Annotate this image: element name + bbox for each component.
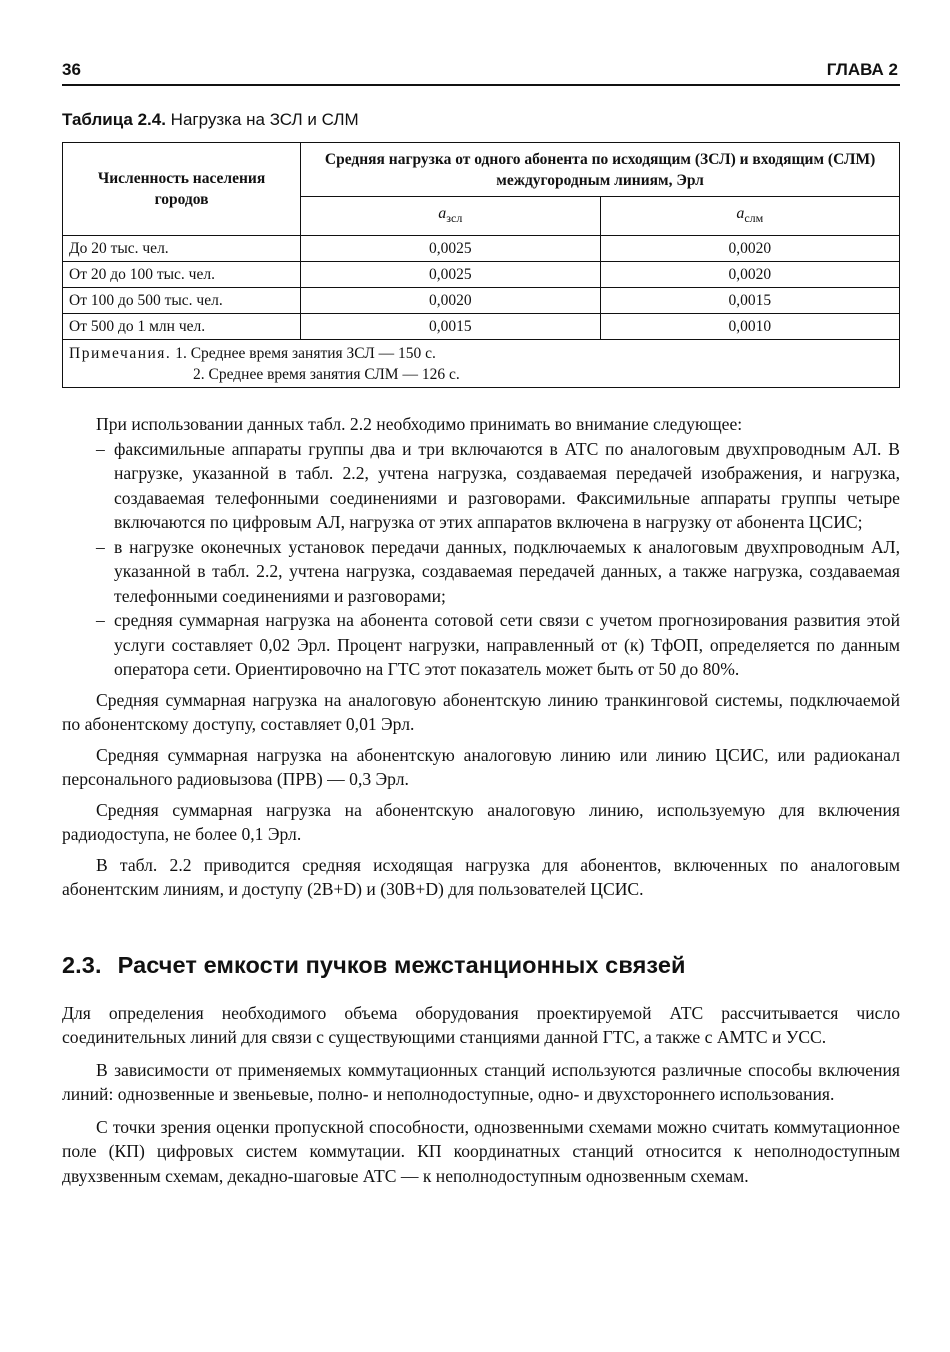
a-zsl-index: зсл — [446, 211, 463, 226]
a-slm-index: слм — [744, 211, 764, 226]
list-item-text: средняя суммарная нагрузка на абонента сотовой сети связи с учетом прогнозирования развития этой услуги составляет 0,02 Эрл. Процент нагрузки, направленный от (к) ТфОП, определяется по данным оператора сети. Ориентировочно на ГТС этот показатель может быть от 50 до 80%. — [114, 610, 900, 679]
paragraph: С точки зрения оценки пропускной способности, однозвенными схемами можно считать коммутационное поле (КП) цифровых систем коммутации. КП координатных станций относится к неполнодоступным двухзвенным схемам, декадно-шаговые АТС — к неполнодоступным однозвенным схемам. — [62, 1116, 900, 1186]
a-slm-cell: 0,0015 — [600, 288, 899, 314]
list-item-text: факсимильные аппараты группы два и три включаются в АТС по аналоговым двухпроводным АЛ. В нагрузке, указанной в табл. 2.2, учтена нагрузка, создаваемая передачей изображения, и нагрузка, создаваемая телефонными соединениями и разговорами. Факсимильные аппараты группы четыре включаются по цифровым АЛ, нагрузка от этих аппаратов включена в нагрузку от абонента ЦСИС; — [114, 438, 900, 532]
running-head — [62, 60, 900, 86]
a-slm-cell: 0,0010 — [600, 314, 899, 340]
note-2: 2. Среднее время занятия СЛМ — 126 с. — [193, 366, 460, 383]
col-header-a-zsl — [301, 197, 600, 236]
chapter-title: ГЛАВА 2 — [826, 60, 898, 79]
a-zsl-cell: 0,0025 — [301, 262, 600, 288]
a-slm-cell: 0,0020 — [600, 236, 899, 262]
paragraph: Средняя суммарная нагрузка на абонентскую аналоговую линию, используемую для включения радиодоступа, не более 0,1 Эрл. — [62, 799, 900, 844]
section-number: 2.3. — [62, 951, 102, 978]
book-page — [62, 60, 900, 1188]
list-item — [62, 608, 900, 682]
section-title: Расчет емкости пучков межстанционных связей — [117, 951, 686, 978]
page-number: 36 — [62, 60, 81, 79]
table-row — [63, 288, 900, 314]
note-1: 1. Среднее время занятия ЗСЛ — 150 с. — [175, 345, 436, 362]
dash-marker: – — [96, 610, 105, 630]
paragraph: В зависимости от применяемых коммутационных станций используются различные способы включения линий: однозвенные и звеньевые, полно- и неполнодоступные, одно- и двухстороннего использования. — [62, 1059, 900, 1104]
a-zsl-cell: 0,0020 — [301, 288, 600, 314]
population-cell: От 500 до 1 млн чел. — [63, 314, 301, 340]
a-zsl-letter: a — [438, 205, 447, 223]
dash-marker: – — [96, 536, 105, 557]
col-header-load: Средняя нагрузка от одного абонента по исходящим (ЗСЛ) и входящим (СЛМ) междугородным линиям, Эрл — [301, 143, 900, 197]
table-row — [63, 314, 900, 340]
notes-label: Примечания. — [69, 345, 172, 362]
paragraph: Средняя суммарная нагрузка на абонентскую аналоговую линию или линию ЦСИС, или радиоканал персонального радиовызова (ПРВ) — 0,3 Эрл. — [62, 744, 900, 789]
population-cell: От 20 до 100 тыс. чел. — [63, 262, 301, 288]
intro-paragraph: При использовании данных табл. 2.2 необходимо принимать во внимание следующее: — [96, 414, 743, 434]
considerations-list — [62, 437, 900, 682]
section-heading — [62, 952, 900, 979]
a-slm-cell: 0,0020 — [600, 262, 899, 288]
list-item — [62, 535, 900, 609]
col-header-a-slm — [600, 197, 899, 236]
body-text — [62, 412, 900, 902]
population-cell: До 20 тыс. чел. — [63, 236, 301, 262]
table-row — [63, 262, 900, 288]
table-caption-number: Таблица 2.4. — [62, 110, 166, 129]
load-table — [62, 142, 900, 388]
table-row — [63, 236, 900, 262]
table-caption — [62, 110, 900, 130]
paragraph: В табл. 2.2 приводится средняя исходящая нагрузка для абонентов, включенных по аналоговым абонентским линиям, и доступу (2В+D) и (30В+D) для пользователей ЦСИС. — [62, 854, 900, 899]
population-cell: От 100 до 500 тыс. чел. — [63, 288, 301, 314]
a-slm-letter: a — [736, 205, 745, 223]
dash-marker: – — [96, 438, 105, 459]
col-header-population: Численность населения городов — [63, 143, 301, 236]
table-notes — [63, 340, 900, 388]
a-zsl-cell: 0,0025 — [301, 236, 600, 262]
paragraph: Для определения необходимого объема оборудования проектируемой АТС рассчитывается число соединительных линий для связи с существующими станциями данной ГТС, а также с АМТС и УСС. — [62, 1002, 900, 1047]
section-body — [62, 1001, 900, 1189]
paragraph: Средняя суммарная нагрузка на аналоговую абонентскую линию транкинговой системы, подключаемой по абонентскому доступу, составляет 0,01 Эрл. — [62, 689, 900, 734]
a-zsl-cell: 0,0015 — [301, 314, 600, 340]
table-caption-text: Нагрузка на ЗСЛ и СЛМ — [170, 110, 359, 129]
list-item — [62, 437, 900, 535]
list-item-text: в нагрузке оконечных установок передачи данных, подключаемых к аналоговым двухпроводным АЛ, указанной в табл. 2.2, учтена нагрузка, создаваемая передачей данных, а также нагрузка, создаваемая телефонными соединениями и разговорами; — [114, 536, 900, 606]
